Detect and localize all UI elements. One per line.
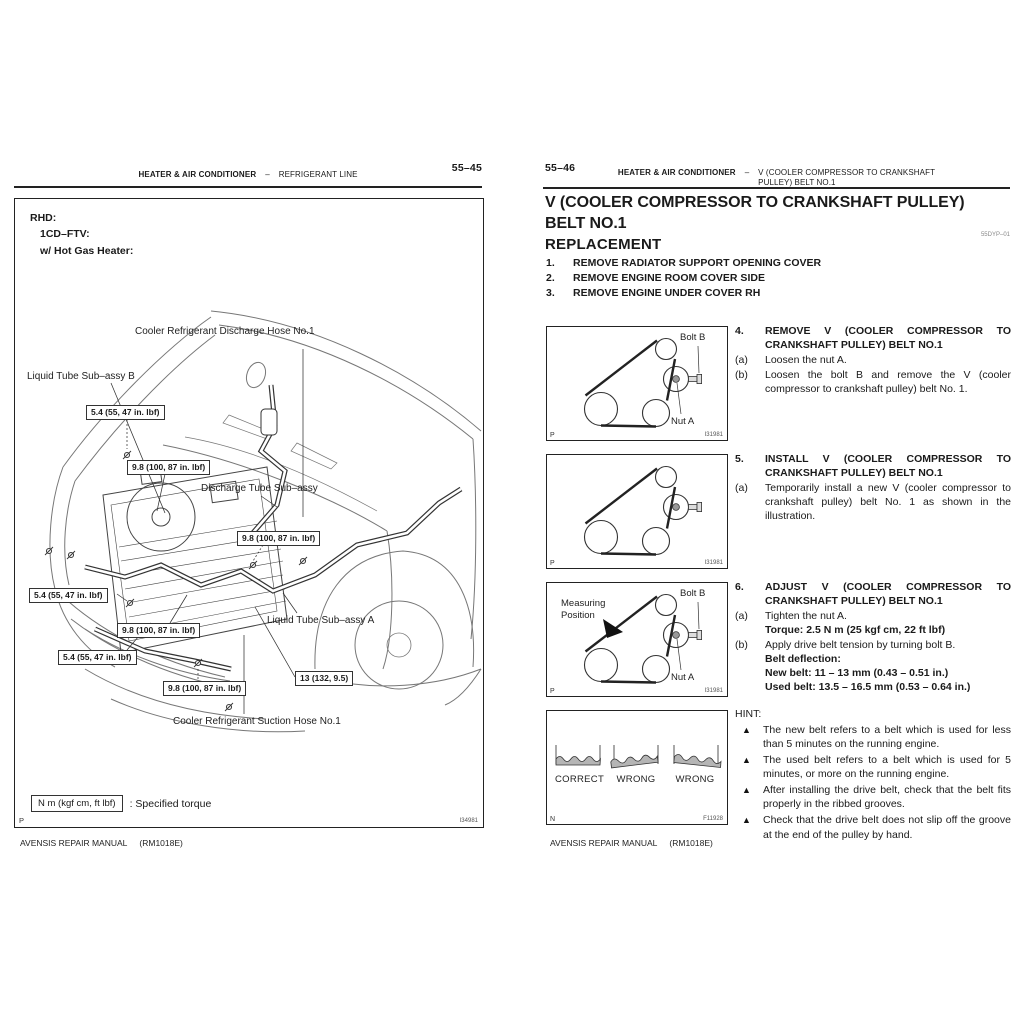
figure-corner-letter: P [19,816,25,825]
figure-code: I31981 [704,560,723,566]
car-line-art-drawing [15,199,483,827]
step-item [735,609,1011,637]
hint-item [735,783,1011,811]
torque-box: 5.4 (55, 47 in. lbf) [29,588,108,603]
step-item-text: Apply drive belt tension by turning bolt B. [765,639,956,652]
hint-text: After installing the drive belt, check that the belt fits properly in the ribbed grooves. [763,784,1011,811]
step-item-label: (b) [735,369,748,382]
step-number: 4. [735,325,744,337]
step-item [735,368,1011,396]
torque-box: 5.4 (55, 47 in. lbf) [58,650,137,665]
step-6 [735,580,1011,695]
bolt-b-label: Bolt B [680,332,706,343]
step-number: 6. [735,581,744,593]
step-title: ADJUST V (COOLER COMPRESSOR TO CRANKSHAFT PULLEY) BELT NO.1 [765,581,1011,608]
running-header-topic-line1: V (COOLER COMPRESSOR TO CRANKSHAFT [758,168,936,177]
pre-step [546,286,1010,301]
step-item-text: Loosen the nut A. [765,354,847,367]
step-number: 5. [735,453,744,465]
figure-corner-letter: P [550,560,555,567]
footer-code: (RM1018E) [139,838,183,848]
hint-item [735,723,1011,751]
running-header-dash: – [744,168,750,177]
nut-a-label: Nut A [671,416,695,427]
used-belt-spec-line: Used belt: 13.5 – 16.5 mm (0.53 – 0.64 in.) [765,681,971,694]
page-title [545,193,1013,235]
pre-step-number: 1. [546,257,555,269]
torque-box: 9.8 (100, 87 in. lbf) [117,623,200,638]
pre-step-text: REMOVE ENGINE UNDER COVER RH [573,287,761,300]
figure-code: F11928 [703,816,723,822]
step-item-text: Loosen the bolt B and remove the V (cooler compressor to crankshaft pulley) belt No. 1. [765,369,1011,396]
part-label-liquid-tube-b: Liquid Tube Sub–assy B [27,371,135,382]
header-rule-right [543,187,1010,189]
hint-bullet-icon: ▲ [742,815,751,826]
running-header-section: HEATER & AIR CONDITIONER [138,170,257,179]
step-item-body [765,609,1011,637]
part-label-liquid-tube-a: Liquid Tube Sub–assy A [267,615,375,626]
figure-corner-letter: P [550,688,555,695]
pre-step-number: 3. [546,287,555,300]
pre-step-text: REMOVE RADIATOR SUPPORT OPENING COVER [573,257,822,269]
variant-note [30,210,133,259]
torque-box: 9.8 (100, 87 in. lbf) [237,531,320,546]
hint-bullet-icon: ▲ [742,725,751,736]
hint-section [735,707,1011,842]
step-item-text: Temporarily install a new V (cooler compressor to crankshaft pulley) belt No. 1 as shown in the illustration. [765,482,1011,523]
measuring-position-label: Measuring Position [561,598,606,622]
belt-diagram-drawing [547,455,727,568]
page-title-line2: BELT NO.1 [545,214,627,232]
step-item-label: (a) [735,610,748,623]
part-label-discharge-hose: Cooler Refrigerant Discharge Hose No.1 [135,326,315,337]
belt-figure-adjust [546,582,728,697]
step-item-label: (a) [735,354,748,367]
groove-label-wrong-1: WRONG [616,774,656,785]
step-title: REMOVE V (COOLER COMPRESSOR TO CRANKSHAFT PULLEY) BELT NO.1 [765,325,1011,352]
step-heading [735,324,1011,352]
groove-fit-figure [546,710,728,825]
step-item-text: Tighten the nut A. [765,610,847,623]
page-title-line1: V (COOLER COMPRESSOR TO CRANKSHAFT PULLEY) [545,194,965,211]
step-item [735,638,1011,694]
step-item-label: (a) [735,482,748,495]
step-item [735,481,1011,523]
running-header-topic [758,168,935,189]
step-heading [735,452,1011,480]
figure-corner-letter: N [550,816,556,823]
running-header-section: HEATER & AIR CONDITIONER [617,168,736,177]
variant-line-engine: 1CD–FTV: [40,228,90,241]
step-item-body [765,638,1011,694]
hint-item [735,813,1011,841]
step-item [735,353,1011,367]
part-label-discharge-tube: Discharge Tube Sub–assy [201,483,318,494]
running-header-topic-line2: PULLEY) BELT NO.1 [758,178,836,188]
bolt-b-label: Bolt B [680,588,706,599]
pre-step-text: REMOVE ENGINE ROOM COVER SIDE [573,272,765,285]
running-header-right [543,168,1010,189]
running-header-dash: – [265,170,270,179]
belt-figure-install [546,454,728,569]
torque-box: 13 (132, 9.5) [295,671,353,686]
figure-code: I34981 [459,818,478,824]
footer-title: AVENSIS REPAIR MANUAL [20,838,128,848]
groove-label-correct: CORRECT [555,774,605,785]
refrigerant-line-figure [14,198,484,828]
torque-spec-line: Torque: 2.5 N m (25 kgf cm, 22 ft lbf) [765,624,946,637]
step-item-label: (b) [735,639,748,652]
figure-code: I31981 [704,432,723,438]
hint-text: The new belt refers to a belt which is used for less than 5 minutes on the running engine. [763,724,1011,751]
footer-right [550,838,713,848]
groove-diagram-drawing [547,711,727,824]
step-title: INSTALL V (COOLER COMPRESSOR TO CRANKSHAFT PULLEY) BELT NO.1 [765,453,1011,480]
torque-box: 5.4 (55, 47 in. lbf) [86,405,165,420]
groove-label-wrong-2: WRONG [675,774,715,785]
variant-line-heater: w/ Hot Gas Heater: [40,244,134,257]
hint-text: The used belt refers to a belt which is used for 5 minutes, or more on the running engine. [763,754,1011,781]
page-number-left: 55–45 [451,162,482,174]
variant-line-rhd: RHD: [30,212,57,224]
figure-corner-letter: P [550,432,555,439]
torque-box: 9.8 (100, 87 in. lbf) [163,681,246,696]
part-label-suction-hose: Cooler Refrigerant Suction Hose No.1 [173,716,341,727]
running-header-topic: REFRIGERANT LINE [278,170,358,179]
torque-box: 9.8 (100, 87 in. lbf) [127,460,210,475]
footer-title: AVENSIS REPAIR MANUAL [550,838,658,848]
pre-step [546,271,1010,286]
figure-code: I31981 [704,688,723,694]
nut-a-label: Nut A [671,672,695,683]
pre-step-number: 2. [546,272,555,285]
section-code: 55DYP–01 [980,232,1010,238]
footer-left [20,838,183,848]
hint-item [735,753,1011,781]
hint-text: Check that the drive belt does not slip off the groove at the end of the pulley by hand. [763,814,1011,841]
header-rule-left [14,186,482,188]
running-header-left [14,170,482,179]
hint-title: HINT: [735,708,762,720]
belt-deflection-line: Belt deflection: [765,653,841,666]
step-4 [735,324,1011,396]
hint-bullet-icon: ▲ [742,755,751,766]
torque-legend-text: : Specified torque [129,797,212,810]
page-number-right: 55–46 [545,162,576,174]
torque-legend [31,795,211,812]
belt-diagram-drawing [547,327,727,440]
step-5 [735,452,1011,523]
belt-figure-remove [546,326,728,441]
torque-legend-box: N m (kgf cm, ft lbf) [31,795,123,812]
pre-steps-list [546,256,1010,302]
new-belt-spec-line: New belt: 11 – 13 mm (0.43 – 0.51 in.) [765,667,949,680]
hint-bullet-icon: ▲ [742,785,751,796]
step-heading [735,580,1011,608]
footer-code: (RM1018E) [669,838,713,848]
pre-step [546,256,1010,271]
section-heading: REPLACEMENT [545,236,662,253]
